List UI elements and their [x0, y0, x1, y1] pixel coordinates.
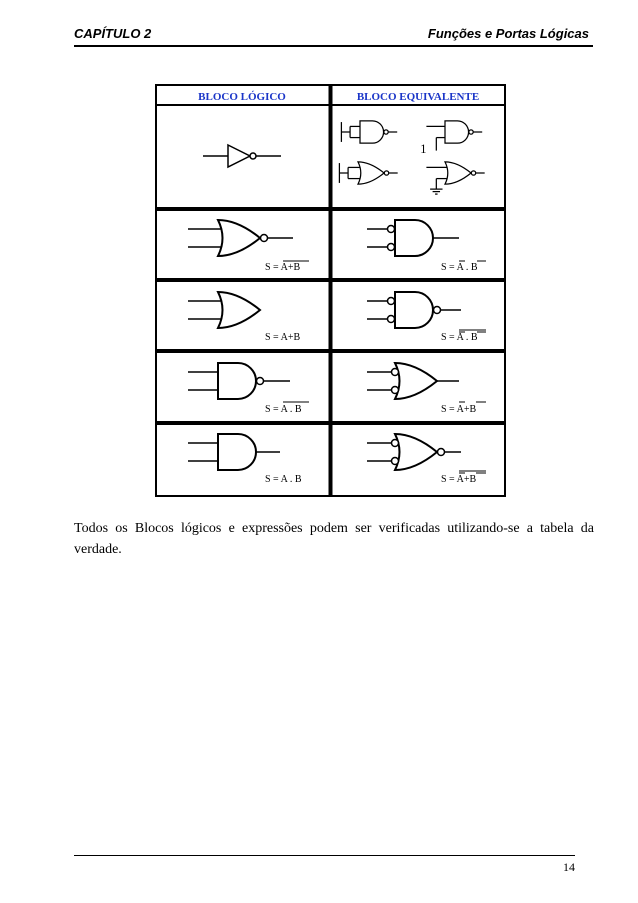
page-number: 14 — [563, 860, 575, 874]
logic-equivalence-table — [155, 84, 506, 497]
header-rule — [74, 45, 593, 47]
footer-rule — [74, 855, 575, 856]
row2-right-expression: S = A . B — [441, 262, 478, 273]
row5-left-expression: S = A . B — [265, 474, 302, 485]
page-header — [74, 26, 593, 46]
chapter-title: CAPÍTULO 2 — [74, 26, 152, 41]
col-heading-left: BLOCO LÓGICO — [198, 91, 286, 103]
body-paragraph: Todos os Blocos lógicos e expressões podem ser verificadas utilizando-se a tabela da verdade. — [74, 521, 594, 557]
row4-left-expression: S = A . B — [265, 404, 302, 415]
row2-left-expression: S = A+B — [265, 262, 301, 273]
section-title: Funções e Portas Lógicas — [427, 26, 589, 41]
row3-left-expression: S = A+B — [265, 332, 301, 343]
logic-one-label: 1 — [420, 142, 427, 157]
row4-right-expression: S = A+B — [441, 404, 477, 415]
col-heading-right: BLOCO EQUIVALENTE — [356, 91, 480, 103]
row5-right-expression: S = A+B — [441, 474, 477, 485]
row3-right-expression: S = A . B — [441, 332, 478, 343]
